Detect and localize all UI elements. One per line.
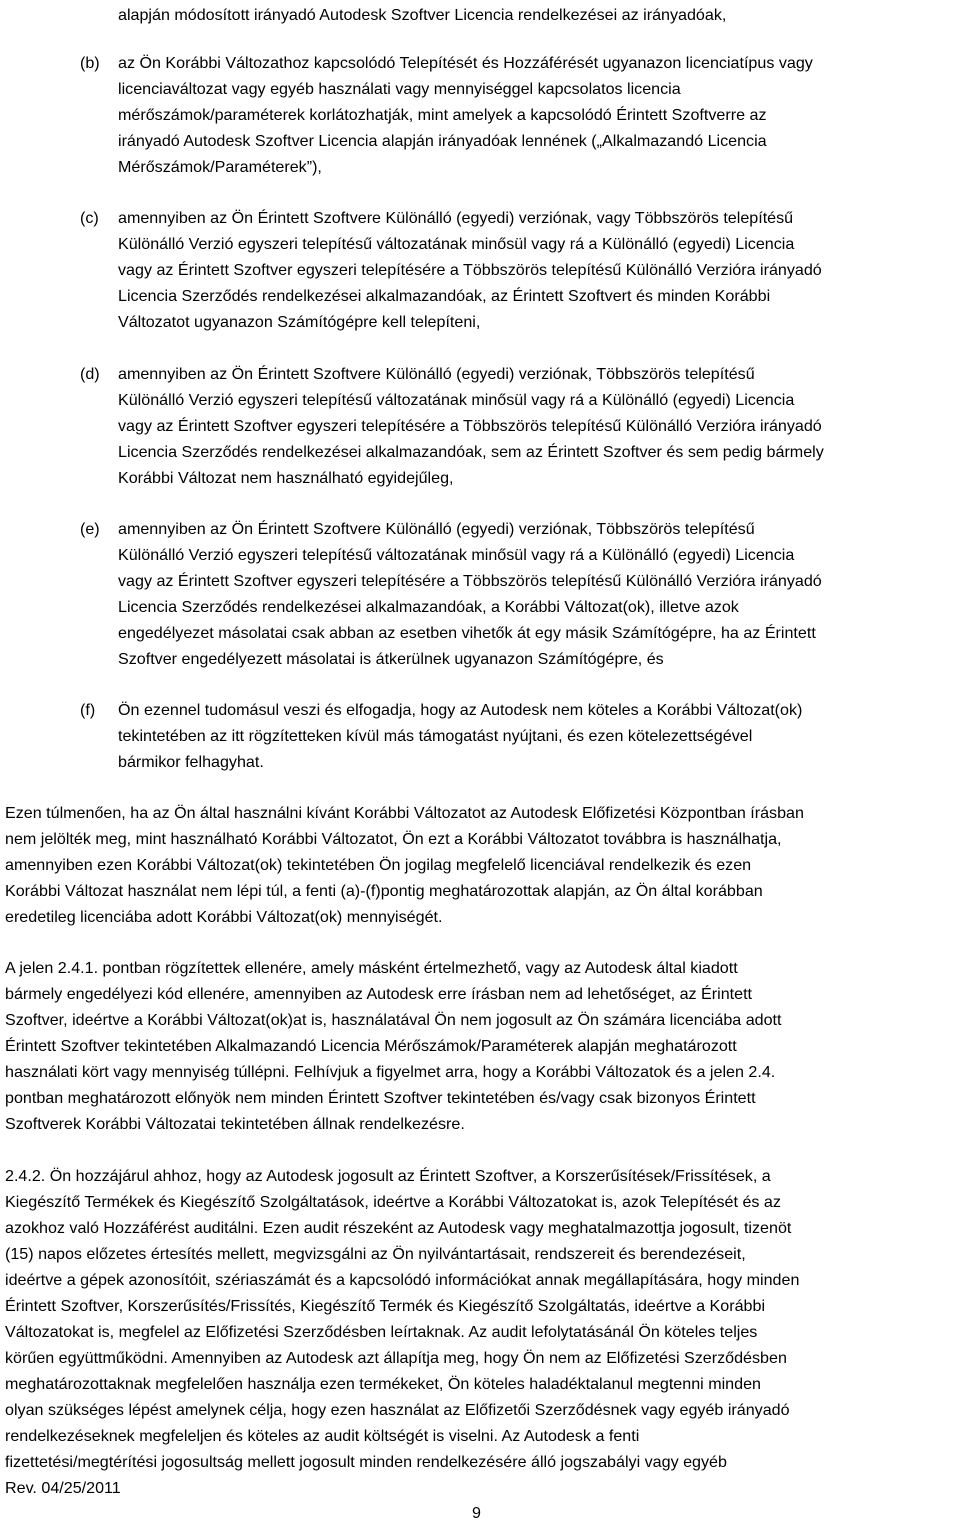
paragraph-line: Érintett Szoftver tekintetében Alkalmazandó Licencia Mérőszámok/Paraméterek alapján meghatározott <box>5 1037 737 1055</box>
list-line: vagy az Érintett Szoftver egyszeri telepítésére a Többszörös telepítésű Különálló Verzióra irányadó <box>118 261 822 279</box>
list-label: (b) <box>80 54 100 72</box>
paragraph-line: meghatározottaknak megfelelően használja ezen termékeket, Ön köteles haladéktalanul megtenni minden <box>5 1375 761 1393</box>
paragraph-line: Ezen túlmenően, ha az Ön által használni kívánt Korábbi Változatot az Autodesk Előfizetési Központban írásban <box>5 804 804 822</box>
paragraph-line: nem jelölték meg, mint használható Korábbi Változatot, Ön ezt a Korábbi Változatot továbbra is használhatja, <box>5 830 782 848</box>
list-line: az Ön Korábbi Változathoz kapcsolódó Telepítését és Hozzáférését ugyanazon licenciatípus vagy <box>118 54 813 72</box>
paragraph-line: Kiegészítő Termékek és Kiegészítő Szolgáltatások, ideértve a Korábbi Változatokat is, azok Telepítését és az <box>5 1193 781 1211</box>
paragraph-line: (15) napos előzetes értesítés mellett, megvizsgálni az Ön nyilvántartásait, rendszereit és berendezéseit, <box>5 1245 746 1263</box>
list-label: (d) <box>80 365 100 383</box>
list-line: amennyiben az Ön Érintett Szoftvere Különálló (egyedi) verziónak, Többszörös telepítésű <box>118 365 755 383</box>
paragraph-line: olyan szükséges lépést amelynek célja, hogy ezen használat az Előfizetői Szerződésnek vagy egyéb irányadó <box>5 1401 790 1419</box>
list-line: Különálló Verzió egyszeri telepítésű változatának minősül vagy rá a Különálló (egyedi) Licencia <box>118 546 795 564</box>
list-line: licenciaváltozat vagy egyéb használati vagy mennyiséggel kapcsolatos licencia <box>118 80 681 98</box>
list-line: Licencia Szerződés rendelkezései alkalmazandóak, sem az Érintett Szoftver és sem pedig bármely <box>118 443 824 461</box>
list-label: (e) <box>80 520 100 538</box>
paragraph-line: bármely engedélyezi kód ellenére, amennyiben az Autodesk erre írásban nem ad lehetőséget, az Érintett <box>5 985 753 1003</box>
list-line: Ön ezennel tudomásul veszi és elfogadja, hogy az Autodesk nem köteles a Korábbi Változat(ok) <box>118 701 803 719</box>
paragraph-line: használati kört vagy mennyiség túllépni. Felhívjuk a figyelmet arra, hogy a Korábbi Változatok és a jelen 2.4. <box>5 1063 776 1081</box>
paragraph-line: körűen együttműködni. Amennyiben az Autodesk azt állapítja meg, hogy Ön nem az Előfizetési Szerződésben <box>5 1349 787 1367</box>
list-line: Mérőszámok/Paraméterek”), <box>118 158 322 176</box>
list-line: Korábbi Változat nem használható egyidejűleg, <box>118 469 454 487</box>
paragraph-line: Változatokat is, megfelel az Előfizetési Szerződésben leírtaknak. Az audit lefolytatásánál Ön köteles teljes <box>5 1323 758 1341</box>
paragraph-line: ideértve a gépek azonosítóit, szériaszámát és a kapcsolódó információkat annak megállapítására, hogy minden <box>5 1271 800 1289</box>
list-line: vagy az Érintett Szoftver egyszeri telepítésére a Többszörös telepítésű Különálló Verzióra irányadó <box>118 417 822 435</box>
list-line: Különálló Verzió egyszeri telepítésű változatának minősül vagy rá a Különálló (egyedi) Licencia <box>118 235 795 253</box>
intro-line: alapján módosított irányadó Autodesk Szoftver Licencia rendelkezései az irányadóak, <box>118 6 727 24</box>
list-label: (f) <box>80 701 96 719</box>
revision-footer: Rev. 04/25/2011 <box>5 1479 121 1497</box>
list-line: Szoftver engedélyezett másolatai is átkerülnek ugyanazon Számítógépre, és <box>118 650 664 668</box>
list-line: engedélyezet másolatai csak abban az esetben vihetők át egy másik Számítógépre, ha az Érintett <box>118 624 816 642</box>
list-line: Licencia Szerződés rendelkezései alkalmazandóak, az Érintett Szoftvert és minden Korábbi <box>118 287 771 305</box>
list-line: amennyiben az Ön Érintett Szoftvere Különálló (egyedi) verziónak, Többszörös telepítésű <box>118 520 755 538</box>
list-line: vagy az Érintett Szoftver egyszeri telepítésére a Többszörös telepítésű Különálló Verzióra irányadó <box>118 572 822 590</box>
list-line: tekintetében az itt rögzítetteken kívül más támogatást nyújtani, és ezen kötelezettségével <box>118 727 753 745</box>
paragraph-line: pontban meghatározott előnyök nem minden Érintett Szoftver tekintetében és/vagy csak bizonyos Érintett <box>5 1089 756 1107</box>
paragraph-line: fizettetési/megtérítési jogosultság mellett jogosult minden rendelkezésére álló jogszabályi vagy egyéb <box>5 1453 727 1471</box>
paragraph-line: Korábbi Változat használat nem lépi túl, a fenti (a)-(f)pontig meghatározottak alapján, az Ön által korábban <box>5 882 763 900</box>
paragraph-line: Szoftverek Korábbi Változatai tekintetében állnak rendelkezésre. <box>5 1115 465 1133</box>
paragraph-line: 2.4.2. Ön hozzájárul ahhoz, hogy az Autodesk jogosult az Érintett Szoftver, a Korszerűsítések/Frissítések, a <box>5 1167 771 1185</box>
paragraph-line: eredetileg licenciába adott Korábbi Változat(ok) mennyiségét. <box>5 908 443 926</box>
paragraph-line: A jelen 2.4.1. pontban rögzítettek ellenére, amely másként értelmezhető, vagy az Autodesk által kiadott <box>5 959 738 977</box>
list-line: amennyiben az Ön Érintett Szoftvere Különálló (egyedi) verziónak, vagy Többszörös telepítésű <box>118 209 794 227</box>
paragraph-line: amennyiben ezen Korábbi Változat(ok) tekintetében Ön jogilag megfelelő licenciával rendelkezik és ezen <box>5 856 752 874</box>
list-line: mérőszámok/paraméterek korlátozhatják, mint amelyek a kapcsolódó Érintett Szoftverre az <box>118 106 767 124</box>
page-number: 9 <box>472 1504 481 1522</box>
paragraph-line: Érintett Szoftver, Korszerűsítés/Frissítés, Kiegészítő Termék és Kiegészítő Szolgáltatás, ideértve a Korábbi <box>5 1297 766 1315</box>
list-line: Különálló Verzió egyszeri telepítésű változatának minősül vagy rá a Különálló (egyedi) Licencia <box>118 391 795 409</box>
list-line: Licencia Szerződés rendelkezései alkalmazandóak, a Korábbi Változat(ok), illetve azok <box>118 598 739 616</box>
list-label: (c) <box>80 209 99 227</box>
list-line: bármikor felhagyhat. <box>118 753 264 771</box>
paragraph-line: Szoftver, ideértve a Korábbi Változat(ok)at is, használatával Ön nem jogosult az Ön számára licenciába adott <box>5 1011 782 1029</box>
list-line: irányadó Autodesk Szoftver Licencia alapján irányadóak lennének („Alkalmazandó Licencia <box>118 132 767 150</box>
paragraph-line: azokhoz való Hozzáférést auditálni. Ezen audit részeként az Autodesk vagy meghatalmazottja jogosult, tizenöt <box>5 1219 792 1237</box>
paragraph-line: rendelkezéseknek megfeleljen és köteles az audit költségét is viselni. Az Autodesk a fenti <box>5 1427 640 1445</box>
list-line: Változatot ugyanazon Számítógépre kell telepíteni, <box>118 313 481 331</box>
